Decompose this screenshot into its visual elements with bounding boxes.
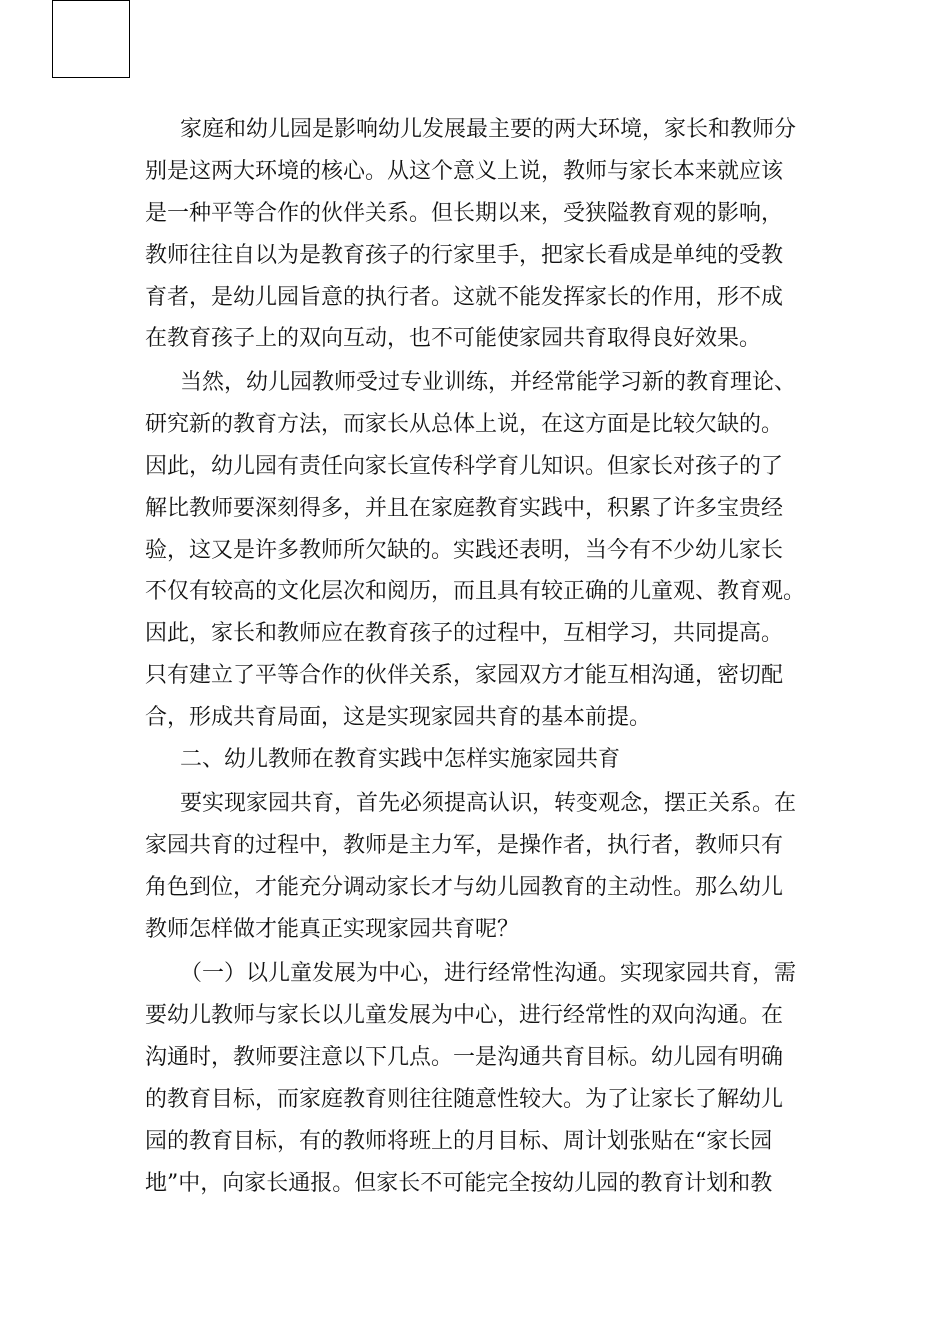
paragraph-2-line-1: 当然，幼儿园教师受过专业训练，并经常能学习新的教育理论、 [180, 370, 797, 395]
paragraph-3-line-3: 角色到位，才能充分调动家长才与幼儿园教育的主动性。那么幼儿 [145, 875, 784, 900]
paragraph-1-line-1: 家庭和幼儿园是影响幼儿发展最主要的两大环境，家长和教师分 [180, 117, 797, 142]
paragraph-4-line-5: 园的教育目标，有的教师将班上的月目标、周计划张贴在“家长园 [145, 1129, 773, 1154]
paragraph-2-line-4: 解比教师要深刻得多，并且在家庭教育实践中，积累了许多宝贵经 [145, 496, 784, 521]
paragraph-4-line-6: 地”中，向家长通报。但家长不可能完全按幼儿园的教育计划和教 [145, 1171, 773, 1196]
paragraph-1-line-2: 别是这两大环境的核心。从这个意义上说，教师与家长本来就应该 [145, 159, 784, 184]
paragraph-1-line-6: 在教育孩子上的双向互动，也不可能使家园共育取得良好效果。 [145, 326, 762, 351]
paragraph-2-line-3: 因此，幼儿园有责任向家长宣传科学育儿知识。但家长对孩子的了 [145, 454, 784, 479]
paragraph-4-line-3: 沟通时，教师要注意以下几点。一是沟通共育目标。幼儿园有明确 [145, 1045, 784, 1070]
paragraph-1-line-5: 育者，是幼儿园旨意的执行者。这就不能发挥家长的作用，形不成 [145, 285, 784, 310]
paragraph-2-line-9: 合，形成共育局面，这是实现家园共育的基本前提。 [145, 705, 652, 730]
paragraph-3-line-1: 要实现家园共育，首先必须提高认识，转变观念，摆正关系。在 [180, 791, 797, 816]
paragraph-4-line-1: （一）以儿童发展为中心，进行经常性沟通。实现家园共育，需 [180, 961, 797, 986]
paragraph-1-line-4: 教师往往自以为是教育孩子的行家里手，把家长看成是单纯的受教 [145, 243, 784, 268]
paragraph-2-line-2: 研究新的教育方法，而家长从总体上说，在这方面是比较欠缺的。 [145, 412, 784, 437]
section-heading: 二、幼儿教师在教育实践中怎样实施家园共育 [180, 747, 621, 772]
paragraph-2-line-7: 因此，家长和教师应在教育孩子的过程中，互相学习，共同提高。 [145, 621, 784, 646]
paragraph-1-line-3: 是一种平等合作的伙伴关系。但长期以来，受狭隘教育观的影响， [145, 201, 784, 226]
paragraph-3-line-2: 家园共育的过程中，教师是主力军，是操作者，执行者，教师只有 [145, 833, 784, 858]
paragraph-4-line-4: 的教育目标，而家庭教育则往往随意性较大。为了让家长了解幼儿 [145, 1087, 784, 1112]
paragraph-4-line-2: 要幼儿教师与家长以儿童发展为中心，进行经常性的双向沟通。在 [145, 1003, 784, 1028]
paragraph-2-line-8: 只有建立了平等合作的伙伴关系，家园双方才能互相沟通，密切配 [145, 663, 784, 688]
paragraph-2-line-6: 不仅有较高的文化层次和阅历，而且具有较正确的儿童观、教育观。 [145, 579, 806, 604]
paragraph-2-line-5: 验，这又是许多教师所欠缺的。实践还表明，当今有不少幼儿家长 [145, 538, 784, 563]
paragraph-3-line-4: 教师怎样做才能真正实现家园共育呢？ [145, 917, 520, 942]
corner-frame-box [52, 0, 130, 78]
